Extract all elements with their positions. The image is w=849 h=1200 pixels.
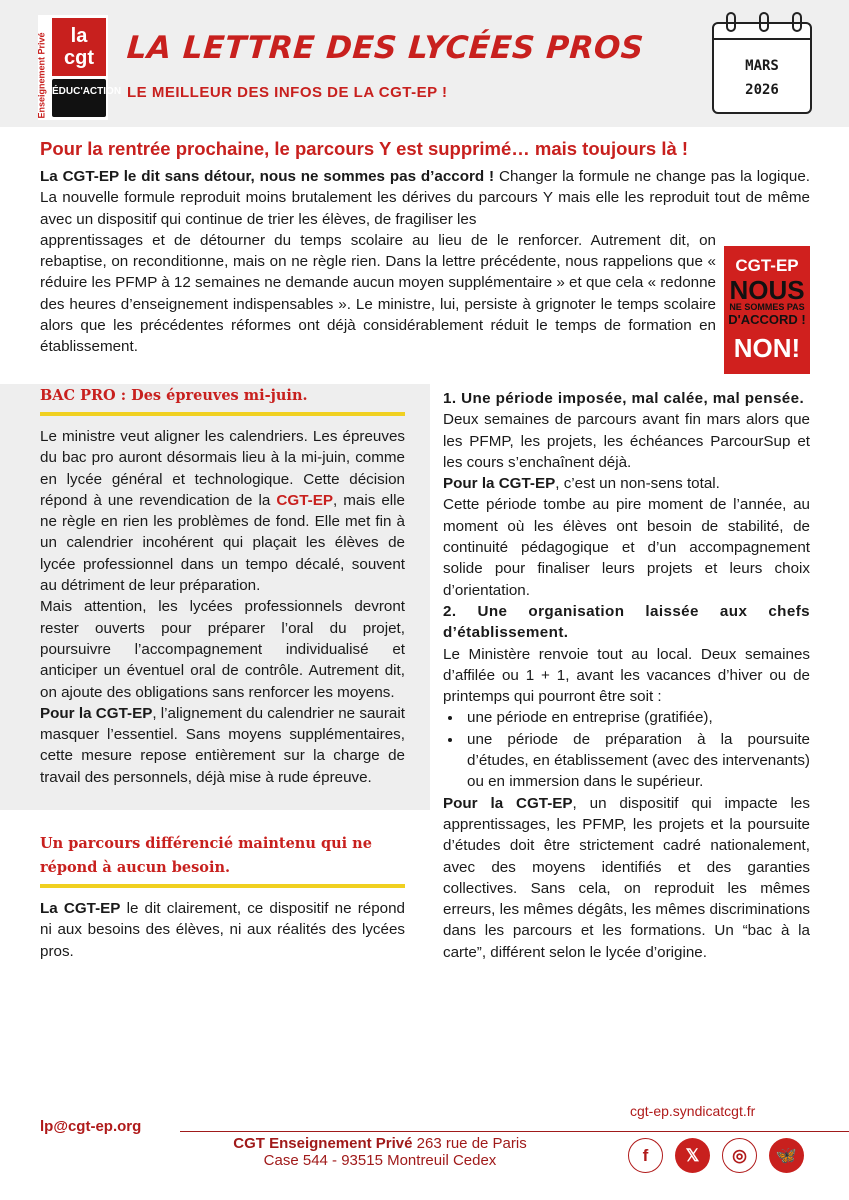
cgt-ep-highlight: Pour la CGT-EP — [443, 475, 556, 493]
website-link[interactable]: cgt-ep.syndicatcgt.fr — [630, 1103, 756, 1119]
address-line-2: Case 544 - 93515 Montreuil Cedex — [263, 1152, 497, 1169]
facebook-icon[interactable]: f — [628, 1138, 663, 1173]
section-heading: BAC PRO : Des épreuves mi-juin. — [40, 384, 405, 416]
newsletter-subtitle: LE MEILLEUR DES INFOS DE LA CGT-EP ! — [127, 84, 448, 101]
stamp-line: NOUS — [729, 275, 805, 305]
cgt-ep-highlight: Pour la CGT-EP — [40, 704, 153, 722]
section-heading: Un parcours différencié maintenu qui ne répond à aucun besoin. — [40, 832, 405, 888]
social-links — [628, 1138, 804, 1173]
paragraph — [40, 703, 405, 788]
list-item: • une période en entreprise (gratifiée), — [463, 707, 810, 728]
stamp-line: CGT-EP — [735, 256, 799, 275]
paragraph: Deux semaines de parcours avant fin mars alors que les PFMP, les projets, les échéances ParcourSup et les cours s’enchaînent déjà. — [443, 411, 810, 471]
intro — [40, 166, 810, 358]
list-item: • une période de préparation à la poursuite d’études, en établissement (avec des intervenants) ou en immersion dans le supérieur. — [463, 729, 810, 793]
options-list — [443, 707, 810, 792]
intro-text-1: Changer la formule ne change pas la logique. La nouvelle formule reproduit moins brutalement les dérives du parcours Y mais elle les reproduit tout de même avec un dispositif qui continue de trier les élèves, de fragiliser les — [40, 168, 810, 228]
stamp-line: NON! — [733, 333, 801, 363]
logo-side-text: Enseignement Privé — [36, 32, 47, 119]
logo-red-block — [52, 18, 106, 76]
right-column — [443, 388, 810, 963]
main-headline: Pour la rentrée prochaine, le parcours Y est supprimé… mais toujours là ! — [40, 138, 689, 159]
paragraph — [40, 426, 405, 596]
intro-paragraph-2: apprentissages et de détourner du temps scolaire au lieu de le renforcer. Autrement dit, on rebaptise, on reconditionne, mais on ne règle rien. Dans la lettre précédente, nous rappelions que « réduire les PFMP à 12 semaines ne demande aucun moyen supplémentaire » et que cela « redonne des heures d’enseignement indispensables ». Le ministre, lui, persiste à grignoter le temps scolaire alors que les précédentes réformes ont déjà considérablement réduit le temps de formation en établissement. — [40, 231, 716, 356]
intro-lead: La CGT-EP le dit sans détour, nous ne sommes pas d’accord ! — [40, 168, 495, 185]
text: , c’est un non-sens total. — [555, 475, 720, 493]
footer-divider — [180, 1131, 849, 1132]
email-link[interactable]: lp@cgt-ep.org — [40, 1118, 142, 1135]
paragraph — [443, 793, 810, 963]
newsletter-title: LA LETTRE DES LYCÉES PROS — [125, 30, 645, 66]
left-column — [0, 384, 430, 962]
text: , l’alignement du calendrier ne saurait masquer l’essentiel. Sans moyens supplémentaires, cette mesure repose entièrement sur la charge de travail des personnels, déjà mise à rude épreuve. — [40, 704, 405, 786]
bac-pro-section — [0, 384, 430, 810]
paragraph: Cette période tombe au pire moment de l’année, au moment où les élèves ont besoin de stabilité, de continuité pédagogique et d’un accompagnement solide pour finaliser leurs projets et leurs choix d’orientation. — [443, 496, 810, 599]
intro-paragraph — [40, 166, 810, 230]
text: , un dispositif qui impacte les apprentissages, les PFMP, les projets et la poursuite d’études doit être strictement cadré nationalement, avec des moyens identifiés et des garanties collectives. Sans cela, on reproduit les mêmes erreurs, les mêmes dégâts, les mêmes discriminations dans les parcours et les formations. Un “bac à la carte”, différent selon le lycée d’origine. — [443, 794, 810, 961]
text: , mais elle ne règle en rien les problèmes de fond. Elle met fin à un calendrier incohérent qui plaçait les élèves de lycée professionnel dans un tempo décalé, souvent au détriment de leur préparation. — [40, 491, 405, 595]
paragraph: Mais attention, les lycées professionnels devront rester ouverts pour préparer l’oral du projet, poursuivre l’accompagnement individualisé et anticiper un éventuel oral de contrôle. Autrement dit, on ajoute des obligations sans renforcer les moyens. — [40, 598, 405, 701]
cgt-ep-highlight: La CGT-EP — [40, 900, 121, 918]
logo-text: la cgt — [64, 25, 94, 69]
stamp-line: NE SOMMES PAS — [729, 302, 805, 312]
parcours-section — [0, 810, 430, 962]
stamp-line: D'ACCORD ! — [728, 312, 806, 327]
subheading: 2. Une organisation laissée aux chefs d’établissement. — [443, 602, 810, 642]
paragraph: Le Ministère renvoie tout au local. Deux semaines d’affilée ou 1 + 1, avant les vacances d’hiver ou de printemps qui pourront être soit : — [443, 645, 810, 706]
disagreement-stamp — [724, 246, 810, 374]
cgt-ep-highlight: CGT-EP — [276, 491, 333, 509]
calendar-icon — [712, 22, 812, 114]
issue-month: MARS — [745, 58, 779, 74]
issue-year: 2026 — [745, 82, 779, 98]
text: Le ministre veut aligner les calendriers. Les épreuves du bac pro auront désormais lieu à la mi-juin, comme en lycée général et technologique. Cette décision répond à une revendication de la — [40, 428, 405, 509]
org-name: CGT Enseignement Privé — [233, 1135, 413, 1152]
paragraph — [443, 473, 810, 494]
subheading: 1. Une période imposée, mal calée, mal pensée. — [443, 390, 805, 407]
header — [0, 0, 849, 127]
address-line-1: 263 rue de Paris — [412, 1135, 527, 1152]
cgt-logo — [36, 15, 122, 120]
text: le dit clairement, ce dispositif ne répond ni aux besoins des élèves, ni aux réalités des lycées pros. — [40, 900, 405, 960]
bluesky-icon[interactable]: 🦋 — [769, 1138, 804, 1173]
postal-address — [180, 1135, 580, 1169]
educaction-badge: ÉDUC'ACTION — [52, 79, 106, 117]
instagram-icon[interactable]: ◎ — [722, 1138, 757, 1173]
x-twitter-icon[interactable]: 𝕏 — [675, 1138, 710, 1173]
paragraph — [40, 898, 405, 962]
cgt-ep-highlight: Pour la CGT-EP — [443, 794, 573, 812]
